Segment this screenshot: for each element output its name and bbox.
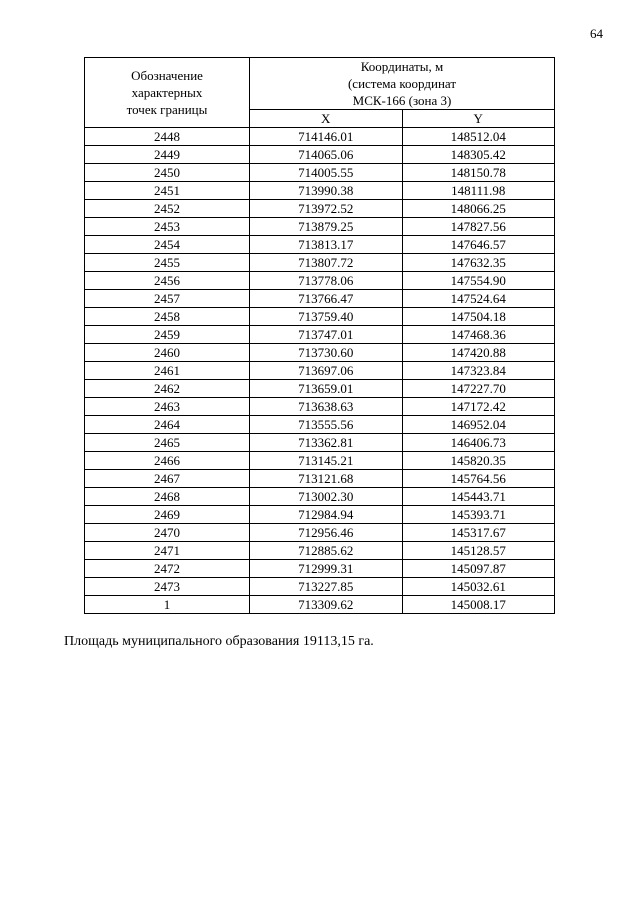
point-id-cell: 2466 (85, 452, 250, 470)
page-number: 64 (590, 26, 603, 41)
table-row (85, 380, 555, 398)
header-point-line: точек границы (126, 102, 208, 117)
table-row (85, 344, 555, 362)
x-cell: 713747.01 (250, 326, 403, 344)
x-cell: 713972.52 (250, 200, 403, 218)
y-cell: 147524.64 (402, 290, 555, 308)
x-cell: 713555.56 (250, 416, 403, 434)
table-row (85, 470, 555, 488)
x-cell: 713145.21 (250, 452, 403, 470)
x-cell: 714065.06 (250, 146, 403, 164)
table-row (85, 524, 555, 542)
y-cell: 148305.42 (402, 146, 555, 164)
x-cell: 713766.47 (250, 290, 403, 308)
table-row (85, 164, 555, 182)
header-point-line: Обозначение (131, 68, 203, 83)
point-id-cell: 2448 (85, 128, 250, 146)
table-row (85, 254, 555, 272)
coordinates-table (84, 57, 555, 614)
point-id-cell: 1 (85, 596, 250, 614)
table-row (85, 236, 555, 254)
x-cell: 712885.62 (250, 542, 403, 560)
table-row (85, 308, 555, 326)
y-cell: 147646.57 (402, 236, 555, 254)
x-cell: 713813.17 (250, 236, 403, 254)
point-id-cell: 2463 (85, 398, 250, 416)
y-cell: 145032.61 (402, 578, 555, 596)
y-cell: 147420.88 (402, 344, 555, 362)
table-row (85, 362, 555, 380)
area-note: Площадь муниципального образования 19113,15 га. (64, 634, 374, 649)
table-row (85, 272, 555, 290)
table-row (85, 326, 555, 344)
point-id-cell: 2470 (85, 524, 250, 542)
point-id-cell: 2462 (85, 380, 250, 398)
x-cell: 713990.38 (250, 182, 403, 200)
table-row (85, 452, 555, 470)
table-row (85, 506, 555, 524)
point-id-cell: 2471 (85, 542, 250, 560)
y-cell: 146952.04 (402, 416, 555, 434)
point-id-cell: 2457 (85, 290, 250, 308)
point-id-cell: 2452 (85, 200, 250, 218)
x-cell: 712999.31 (250, 560, 403, 578)
x-cell: 713309.62 (250, 596, 403, 614)
point-id-cell: 2454 (85, 236, 250, 254)
y-cell: 147504.18 (402, 308, 555, 326)
x-cell: 713362.81 (250, 434, 403, 452)
header-point-line: характерных (131, 85, 203, 100)
header-y: Y (402, 110, 555, 128)
x-cell: 713697.06 (250, 362, 403, 380)
header-x: X (250, 110, 403, 128)
table-row (85, 182, 555, 200)
y-cell: 147227.70 (402, 380, 555, 398)
point-id-cell: 2461 (85, 362, 250, 380)
point-id-cell: 2473 (85, 578, 250, 596)
x-cell: 713659.01 (250, 380, 403, 398)
y-cell: 148066.25 (402, 200, 555, 218)
x-cell: 714005.55 (250, 164, 403, 182)
point-id-cell: 2450 (85, 164, 250, 182)
y-cell: 147632.35 (402, 254, 555, 272)
point-id-cell: 2458 (85, 308, 250, 326)
y-cell: 145393.71 (402, 506, 555, 524)
x-cell: 713227.85 (250, 578, 403, 596)
point-id-cell: 2455 (85, 254, 250, 272)
table-row (85, 146, 555, 164)
header-coordinates (250, 58, 555, 110)
table-row (85, 488, 555, 506)
x-cell: 712956.46 (250, 524, 403, 542)
point-id-cell: 2459 (85, 326, 250, 344)
table-row (85, 290, 555, 308)
x-cell: 713807.72 (250, 254, 403, 272)
point-id-cell: 2456 (85, 272, 250, 290)
x-cell: 712984.94 (250, 506, 403, 524)
y-cell: 147827.56 (402, 218, 555, 236)
x-cell: 713121.68 (250, 470, 403, 488)
point-id-cell: 2468 (85, 488, 250, 506)
table-row (85, 578, 555, 596)
y-cell: 145128.57 (402, 542, 555, 560)
header-coords-line: МСК-166 (зона 3) (352, 93, 452, 108)
y-cell: 145764.56 (402, 470, 555, 488)
table-row (85, 560, 555, 578)
point-id-cell: 2464 (85, 416, 250, 434)
x-cell: 714146.01 (250, 128, 403, 146)
y-cell: 148150.78 (402, 164, 555, 182)
point-id-cell: 2472 (85, 560, 250, 578)
header-point-designation (85, 58, 250, 128)
table-row (85, 398, 555, 416)
point-id-cell: 2449 (85, 146, 250, 164)
point-id-cell: 2469 (85, 506, 250, 524)
x-cell: 713778.06 (250, 272, 403, 290)
table-row (85, 416, 555, 434)
header-coords-line: (система координат (347, 76, 457, 91)
point-id-cell: 2460 (85, 344, 250, 362)
y-cell: 145008.17 (402, 596, 555, 614)
point-id-cell: 2467 (85, 470, 250, 488)
y-cell: 145443.71 (402, 488, 555, 506)
table-row (85, 200, 555, 218)
table-row (85, 542, 555, 560)
y-cell: 145820.35 (402, 452, 555, 470)
y-cell: 147554.90 (402, 272, 555, 290)
table-row (85, 128, 555, 146)
y-cell: 145097.87 (402, 560, 555, 578)
header-coords-line: Координаты, м (360, 59, 444, 74)
x-cell: 713759.40 (250, 308, 403, 326)
y-cell: 145317.67 (402, 524, 555, 542)
table-row (85, 218, 555, 236)
table-row (85, 596, 555, 614)
y-cell: 147172.42 (402, 398, 555, 416)
x-cell: 713730.60 (250, 344, 403, 362)
y-cell: 147468.36 (402, 326, 555, 344)
y-cell: 148111.98 (402, 182, 555, 200)
x-cell: 713879.25 (250, 218, 403, 236)
table-row (85, 434, 555, 452)
point-id-cell: 2451 (85, 182, 250, 200)
y-cell: 148512.04 (402, 128, 555, 146)
y-cell: 146406.73 (402, 434, 555, 452)
table-body (85, 128, 555, 614)
point-id-cell: 2453 (85, 218, 250, 236)
x-cell: 713002.30 (250, 488, 403, 506)
x-cell: 713638.63 (250, 398, 403, 416)
point-id-cell: 2465 (85, 434, 250, 452)
y-cell: 147323.84 (402, 362, 555, 380)
